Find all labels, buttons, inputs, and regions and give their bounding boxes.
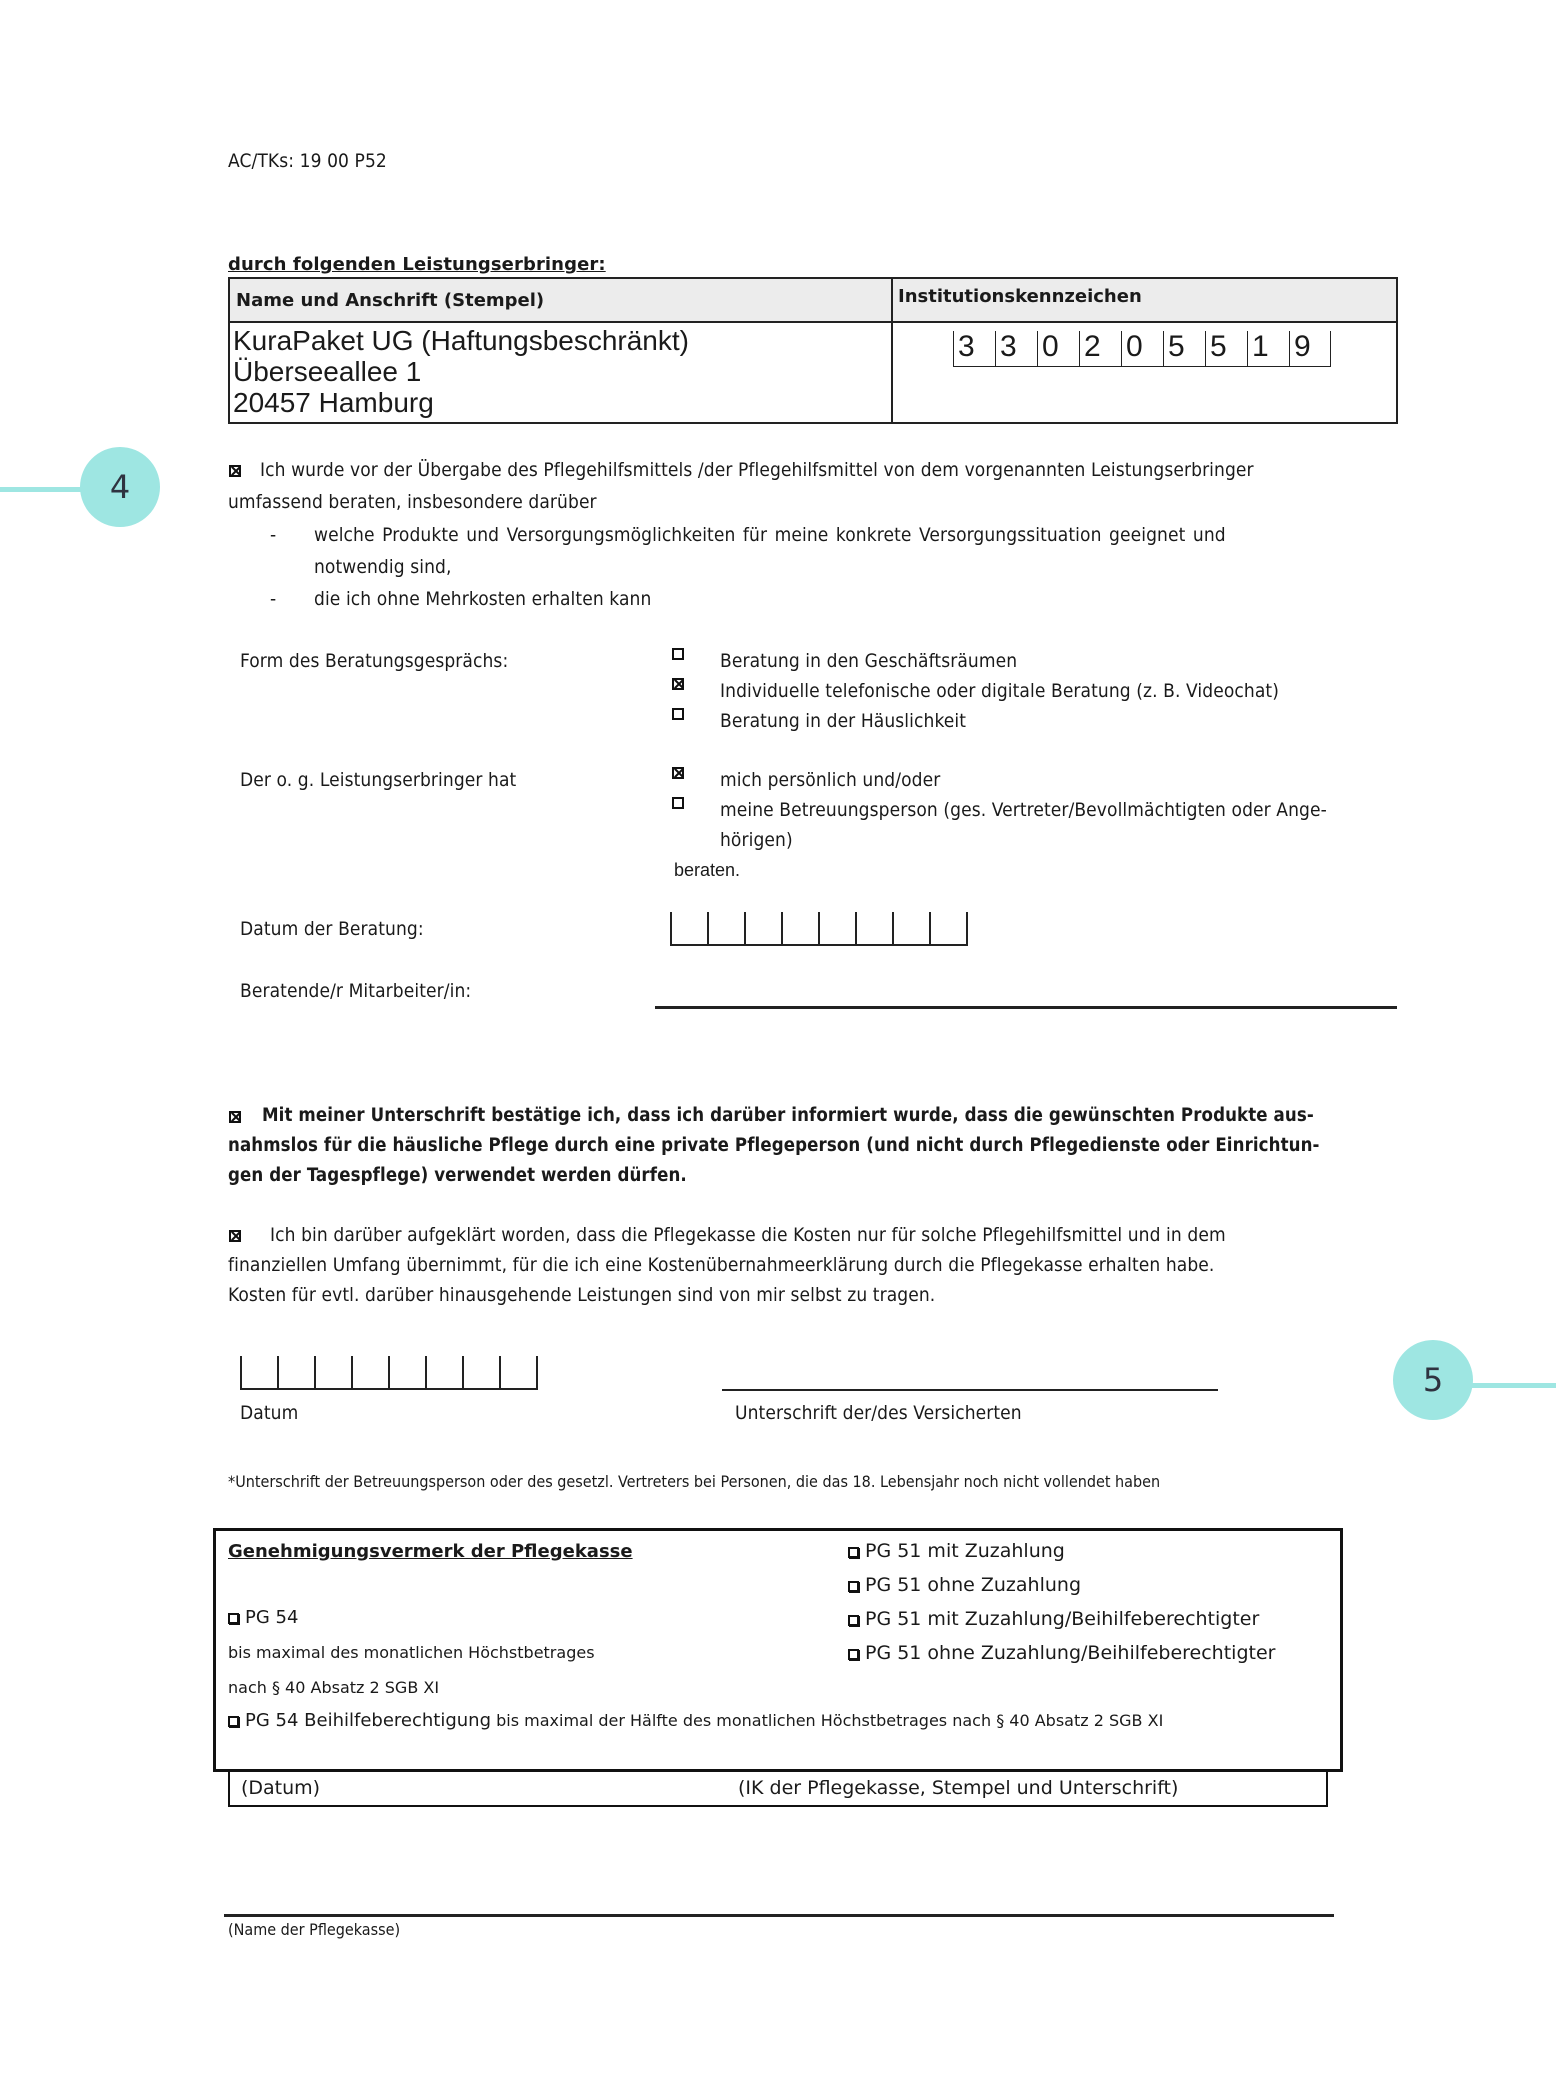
form-option-checkbox[interactable] [672, 678, 684, 690]
approval-stamp-label: (IK der Pflegekasse, Stempel und Unterschrift) [738, 1777, 1179, 1799]
pg51-option[interactable] [848, 1608, 1259, 1630]
pg54-note-1: bis maximal des monatlichen Höchstbetrages [228, 1643, 595, 1662]
form-label: Form des Beratungsgesprächs: [240, 650, 509, 672]
approval-title: Genehmigungsvermerk der Pflegekasse [228, 1541, 633, 1562]
checkbox-icon[interactable] [848, 1547, 859, 1558]
pg54-option[interactable] [228, 1607, 298, 1628]
ik-digit: 3 [953, 331, 995, 366]
staff-signature-line[interactable] [655, 1006, 1397, 1009]
pg51-option[interactable] [848, 1642, 1275, 1664]
signature-date-label: Datum [240, 1402, 299, 1424]
provider-city: 20457 Hamburg [233, 387, 434, 418]
checkbox-icon[interactable] [848, 1649, 859, 1660]
consultation-line-2: umfassend beraten, insbesondere darüber [228, 491, 597, 513]
provider-street: Überseeallee 1 [233, 356, 422, 387]
advised-suffix: beraten. [674, 860, 741, 880]
step-5-marker: 5 [1393, 1340, 1473, 1420]
costs-line-3: Kosten für evtl. darüber hinausgehende Leistungen sind von mir selbst zu tragen. [228, 1284, 936, 1306]
advisor-label: Der o. g. Leistungserbringer hat [240, 769, 517, 791]
staff-label: Beratende/r Mitarbeiter/in: [240, 980, 472, 1002]
advisor-option-label: mich persönlich und/oder [720, 769, 941, 791]
private-care-line-2: nahmslos für die häusliche Pflege durch eine private Pflegeperson (und nicht durch Pflegedienste oder Einrichtun- [228, 1135, 1320, 1156]
form-option-label: Beratung in der Häuslichkeit [720, 710, 967, 732]
pg54-note-2: nach § 40 Absatz 2 SGB XI [228, 1678, 440, 1697]
provider-address [233, 325, 689, 418]
insured-signature-label: Unterschrift der/des Versicherten [735, 1402, 1022, 1424]
ik-digit: 1 [1247, 331, 1289, 366]
bullet-2-line-1: die ich ohne Mehrkosten erhalten kann [314, 588, 652, 610]
insured-signature-line[interactable] [722, 1389, 1218, 1391]
step-4-connector [0, 487, 85, 492]
provider-name: KuraPaket UG (Haftungsbeschränkt) [233, 325, 689, 356]
pg51-option-label: PG 51 ohne Zuzahlung/Beihilfeberechtigter [865, 1642, 1276, 1664]
column-divider [891, 279, 893, 422]
consultation-line-1: Ich wurde vor der Übergabe des Pflegehilfsmittels /der Pflegehilfsmittel von dem vorgenannten Leistungserbringer [260, 459, 1254, 481]
signature-footnote: *Unterschrift der Betreuungsperson oder des gesetzl. Vertreters bei Personen, die das 18. Lebensjahr noch nicht vollendet haben [228, 1472, 1161, 1491]
ik-digit: 2 [1079, 331, 1121, 366]
ik-digit: 5 [1205, 331, 1247, 366]
advisor-option-label-cont: hörigen) [720, 829, 793, 851]
costs-line-2: finanziellen Umfang übernimmt, für die ich eine Kostenübernahmeerklärung durch die Pflegekasse erhalten habe. [228, 1254, 1215, 1276]
signature-date-input[interactable] [240, 1356, 538, 1390]
consultation-checkbox[interactable] [229, 465, 241, 477]
bullet-dash: - [270, 524, 277, 546]
bullet-1-line-2: notwendig sind, [314, 556, 452, 578]
bullet-dash: - [270, 588, 277, 610]
insurer-name-line[interactable] [224, 1914, 1334, 1917]
advisor-option-label: meine Betreuungsperson (ges. Vertreter/Bevollmächtigten oder Ange- [720, 799, 1327, 821]
form-option-label: Individuelle telefonische oder digitale Beratung (z. B. Videochat) [720, 680, 1279, 702]
pg54-label: PG 54 [245, 1607, 299, 1628]
pg54-beihilfe-label: PG 54 Beihilfeberechtigung [245, 1710, 492, 1731]
ik-digit: 5 [1163, 331, 1205, 366]
pg51-option-label: PG 51 ohne Zuzahlung [865, 1574, 1082, 1596]
pg51-option-label: PG 51 mit Zuzahlung [865, 1540, 1065, 1562]
form-option-checkbox[interactable] [672, 648, 684, 660]
pg51-option-label: PG 51 mit Zuzahlung/Beihilfeberechtigter [865, 1608, 1260, 1630]
checkbox-icon[interactable] [848, 1581, 859, 1592]
form-option-label: Beratung in den Geschäftsräumen [720, 650, 1018, 672]
step-5-connector [1470, 1383, 1556, 1388]
ik-digit-boxes [953, 331, 1331, 367]
pg51-option[interactable] [848, 1540, 1065, 1562]
step-4-marker: 4 [80, 447, 160, 527]
advisor-option-checkbox[interactable] [672, 767, 684, 779]
pg54-beihilfe-rest: bis maximal der Hälfte des monatlichen Höchstbetrages nach § 40 Absatz 2 SGB XI [496, 1711, 1164, 1730]
form-option-checkbox[interactable] [672, 708, 684, 720]
bullet-1-line-1: welche Produkte und Versorgungsmöglichkeiten für meine konkrete Versorgungssituation geeignet und [314, 524, 1226, 546]
private-care-line-1: Mit meiner Unterschrift bestätige ich, dass ich darüber informiert wurde, dass die gewünschten Produkte aus- [262, 1105, 1314, 1126]
costs-line-1: Ich bin darüber aufgeklärt worden, dass die Pflegekasse die Kosten nur für solche Pflegehilfsmittel und in dem [270, 1224, 1226, 1246]
provider-section-title: durch folgenden Leistungserbringer: [228, 254, 606, 275]
approval-date-label: (Datum) [241, 1777, 321, 1799]
private-care-checkbox[interactable] [229, 1111, 241, 1123]
ik-digit: 3 [995, 331, 1037, 366]
private-care-line-3: gen der Tagespflege) verwendet werden dürfen. [228, 1165, 687, 1186]
checkbox-icon[interactable] [228, 1613, 239, 1624]
ik-digit: 0 [1037, 331, 1079, 366]
advisor-option-checkbox[interactable] [672, 797, 684, 809]
checkbox-icon[interactable] [848, 1615, 859, 1626]
reference-code: AC/TKs: 19 00 P52 [228, 150, 387, 172]
ik-digit: 0 [1121, 331, 1163, 366]
consultation-date-label: Datum der Beratung: [240, 918, 424, 940]
insurer-name-label: (Name der Pflegekasse) [228, 1920, 401, 1939]
costs-checkbox[interactable] [229, 1230, 241, 1242]
pg54-beihilfe-option[interactable] [228, 1710, 1163, 1731]
ik-digit: 9 [1289, 331, 1331, 366]
consultation-date-input[interactable] [670, 912, 968, 946]
pg51-option[interactable] [848, 1574, 1081, 1596]
col-name-header: Name und Anschrift (Stempel) [236, 290, 545, 311]
col-ik-header: Institutionskennzeichen [898, 286, 1142, 307]
checkbox-icon[interactable] [228, 1716, 239, 1727]
